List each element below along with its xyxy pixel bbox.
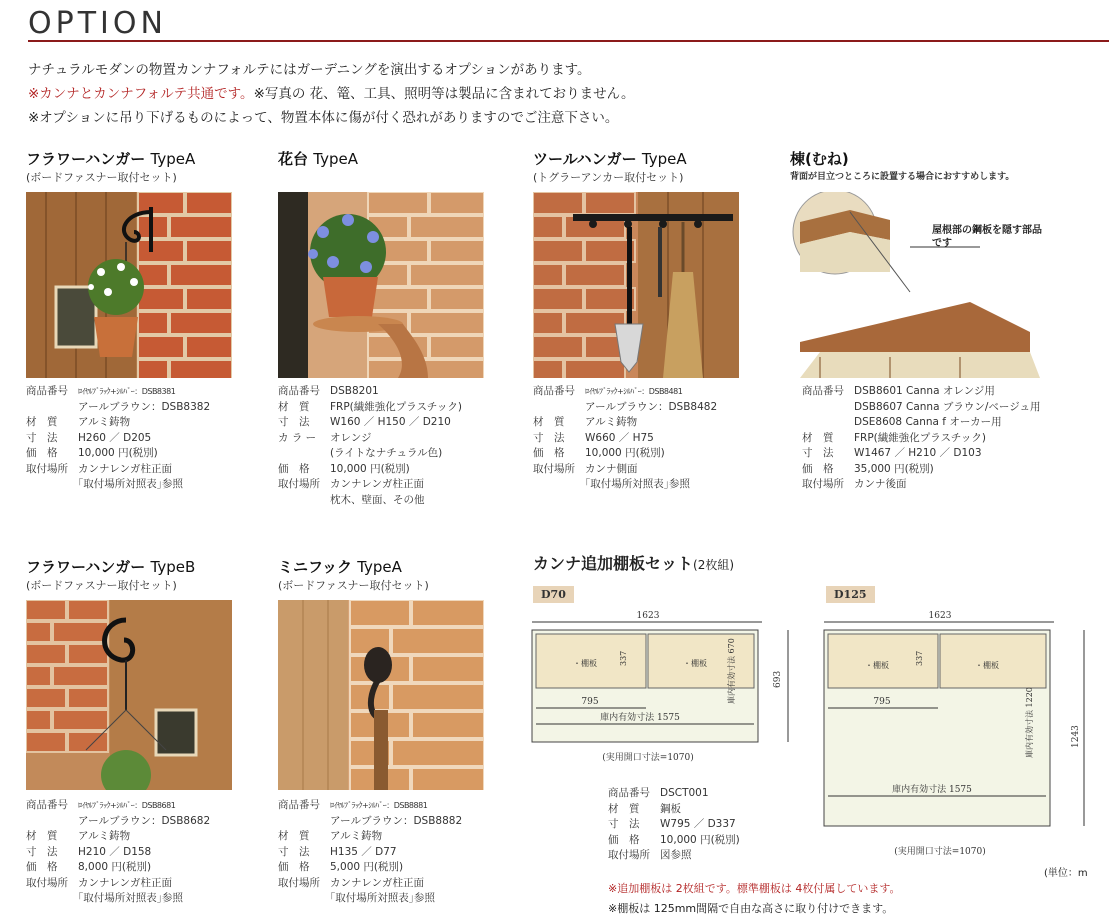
svg-text:693: 693 [773, 670, 783, 688]
svg-text:(実用開口寸法=1070): (実用開口寸法=1070) [894, 847, 986, 857]
product-flower-hanger-a [26, 148, 195, 185]
product-subtitle: (ボードファスナー取付セット) [278, 579, 429, 592]
intro-line-3: ※オプションに吊り下げるものによって、物置本体に傷が付く恐れがありますのでご注意下さい。 [28, 110, 619, 126]
svg-text:795: 795 [581, 697, 599, 707]
intro-line-2 [28, 82, 634, 102]
exclusion-note: ※写真の 花、篭、工具、照明等は製品に含まれておりません。 [253, 86, 635, 102]
mini-hook-specs: 商品番号 ﾛｲﾔﾙﾌﾞﾗｯｸ+ｼﾙﾊﾞｰ：DSB8881 アールブラウン：DSB8882 材 質 アルミ鋳物 寸 法 H135 ／ D77 価 格 5,000 円(税別) 取付場所 カンナレンガ柱正面 ｢取付場所対照表｣参照 [278, 799, 463, 904]
product-subtitle: (トグラーアンカー取付セット) [533, 171, 684, 184]
svg-text:1243: 1243 [1071, 725, 1081, 748]
svg-text:795: 795 [873, 697, 891, 707]
svg-text:・棚板: ・棚板 [865, 661, 889, 670]
product-mini-hook [278, 556, 429, 593]
d125-diagram [822, 608, 1106, 858]
ridge-specs: 商品番号 DSB8601 Canna オレンジ用 DSB8607 Canna ブラウン/ベージュ用 DSE8608 Canna f オーカー用 材 質 FRP(繊維強化プラスチック) 寸 法 W1467 ／ H210 ／ D103 価 格 35,000 円(税別) 取付場所 カンナ後面 [802, 385, 1041, 490]
unit-note: (単位：m [1044, 868, 1088, 879]
product-title: ツールハンガー TypeA [533, 150, 687, 168]
shelf-set-title: カンナ追加棚板セット(2枚組) [533, 554, 735, 573]
product-ridge [790, 148, 1014, 182]
shelf-specs: 商品番号 DSCT001 材 質 鋼板 寸 法 W795 ／ D337 価 格 10,000 円(税別) 取付場所 図参照 [608, 787, 740, 861]
flower-stand-specs: 商品番号 DSB8201 材 質 FRP(繊維強化プラスチック) 寸 法 W160 ／ H150 ／ D210 カ ラ ー オレンジ (ライトなナチュラル色) 価 格 10,000 円(税別) 取付場所 カンナレンガ柱正面 枕木、壁面、その他 [278, 385, 463, 506]
product-flower-hanger-b [26, 556, 195, 593]
product-title: フラワーハンガー TypeA [26, 150, 196, 168]
title-rule [28, 40, 1109, 42]
product-subtitle: (ボードファスナー取付セット) [26, 171, 177, 184]
tool-hanger-specs: 商品番号 ﾛｲﾔﾙﾌﾞﾗｯｸ+ｼﾙﾊﾞｰ：DSB8481 アールブラウン：DSB8482 材 質 アルミ鋳物 寸 法 W660 ／ H75 価 格 10,000 円(税別) 取付場所 カンナ側面 ｢取付場所対照表｣参照 [533, 385, 718, 490]
product-title: 花台 TypeA [278, 150, 358, 168]
svg-text:庫内有効寸法 670: 庫内有効寸法 670 [727, 638, 736, 704]
product-subtitle: 背面が目立つところに設置する場合におすすめします。 [790, 172, 1015, 182]
page-title: OPTION [28, 6, 167, 41]
svg-text:庫内有効寸法 1575: 庫内有効寸法 1575 [892, 785, 972, 795]
flower-hanger-b-photo [26, 600, 232, 790]
svg-text:・棚板: ・棚板 [975, 661, 999, 670]
intro-line-1: ナチュラルモダンの物置カンナフォルテにはガーデニングを演出するオプションがあります。 [28, 62, 591, 78]
d70-width: 1623 [636, 611, 660, 621]
flower-hanger-a-specs: 商品番号 ﾛｲﾔﾙﾌﾞﾗｯｸ+ｼﾙﾊﾞｰ：DSB8381 アールブラウン：DSB8382 材 質 アルミ鋳物 寸 法 H260 ／ D205 価 格 10,000 円(税別) 取付場所 カンナレンガ柱正面 ｢取付場所対照表｣参照 [26, 385, 211, 490]
product-flower-stand [278, 148, 358, 169]
product-title: 棟(むね) [790, 150, 849, 168]
svg-text:1623: 1623 [928, 611, 952, 621]
flower-stand-photo [278, 192, 484, 378]
svg-text:庫内有効寸法 1575: 庫内有効寸法 1575 [600, 713, 680, 723]
flower-hanger-a-photo [26, 192, 232, 378]
flower-hanger-b-specs: 商品番号 ﾛｲﾔﾙﾌﾞﾗｯｸ+ｼﾙﾊﾞｰ：DSB8681 アールブラウン：DSB8682 材 質 アルミ鋳物 寸 法 H210 ／ D158 価 格 8,000 円(税別) 取付場所 カンナレンガ柱正面 ｢取付場所対照表｣参照 [26, 799, 211, 904]
mini-hook-photo [278, 600, 484, 790]
svg-text:337: 337 [619, 650, 628, 666]
svg-text:337: 337 [915, 650, 924, 666]
product-title: フラワーハンガー TypeB [26, 558, 196, 576]
svg-text:庫内有効寸法 1220: 庫内有効寸法 1220 [1025, 687, 1034, 758]
product-subtitle: (ボードファスナー取付セット) [26, 579, 177, 592]
d70-diagram [530, 608, 810, 778]
product-tool-hanger [533, 148, 687, 185]
d70-label: D70 [533, 586, 574, 603]
svg-text:(実用開口寸法=1070): (実用開口寸法=1070) [602, 753, 694, 763]
ridge-photo [790, 192, 1052, 378]
d125-label: D125 [826, 586, 875, 603]
svg-text:・棚板: ・棚板 [573, 659, 597, 668]
svg-text:・棚板: ・棚板 [683, 659, 707, 668]
product-title: ミニフック TypeA [278, 558, 402, 576]
common-note: ※カンナとカンナフォルテ共通です。 [28, 86, 254, 102]
ridge-callout: 屋根部の鋼板を隠す部品です [932, 225, 1042, 249]
shelf-note: ※棚板は 125mm間隔で自由な高さに取り付けできます。 [608, 902, 894, 915]
shelf-note-red: ※追加棚板は 2枚組です。標準棚板は 4枚付属しています。 [608, 882, 901, 895]
tool-hanger-photo [533, 192, 739, 378]
